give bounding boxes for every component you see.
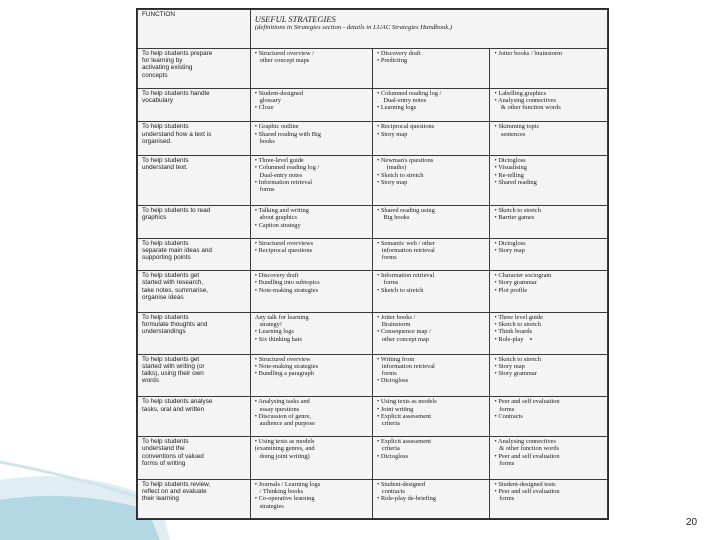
strategy-cell-2: • Student-designed contracts • Role-play de-briefing <box>372 479 490 518</box>
strategy-cell-3: • Sketch to stretch • Barrier games <box>490 205 608 238</box>
strategy-cell-1: • Student-designed glossary • Cloze <box>250 88 372 122</box>
function-cell: To help students understand how a text is organised. <box>138 122 251 156</box>
table-row <box>138 48 608 88</box>
strategies-table <box>137 9 608 519</box>
strategies-header <box>250 10 607 49</box>
table-row <box>138 205 608 238</box>
strategy-cell-2: • Explicit assessment criteria • Dictogloss <box>372 436 490 479</box>
strategy-cell-3 <box>490 312 608 354</box>
table-row <box>138 479 608 518</box>
strategy-cell-2: • Jotter books / Brainstorm • Consequence map / other concept map <box>372 312 490 354</box>
strategy-cell-3: • Analysing connectives & other function words • Peer and self evaluation forms <box>490 436 608 479</box>
strategy-cell-1: • Discovery draft • Bundling into subtopics • Note-making strategies <box>250 271 372 313</box>
table-row <box>138 122 608 156</box>
strategy-cell-3: • Sketch to stretch • Story map • Story grammar <box>490 354 608 397</box>
function-cell: To help students review, reflect on and evaluate their learning <box>138 479 251 518</box>
table-row <box>138 436 608 479</box>
strategy-cell-1: • Talking and writing about graphics • Caption strategy <box>250 205 372 238</box>
strategy-cell-1: • Structured overviews • Reciprocal questions <box>250 238 372 271</box>
function-cell: To help students get started with writing (or talks), using their own words <box>138 354 251 397</box>
function-cell: To help students analyse tasks, oral and written <box>138 397 251 437</box>
table-row <box>138 238 608 271</box>
function-cell: To help students to read graphics <box>138 205 251 238</box>
strategy-cell-3: • Dictogloss • Visualising • Re-telling • Shared reading <box>490 156 608 206</box>
function-cell: To help students get started with research, take notes, summarise, organise ideas <box>138 271 251 313</box>
header-row <box>138 10 608 49</box>
strategy-cell-3: • Skimming topic sentences <box>490 122 608 156</box>
strategy-cell-1: • Structured overview / other concept maps <box>250 48 372 88</box>
strategy-cell-2: • Discovery draft • Predicting <box>372 48 490 88</box>
function-cell: To help students separate main ideas and supporting points <box>138 238 251 271</box>
table-row <box>138 397 608 437</box>
strategy-cell-2: • Columned reading log / Dual-entry notes • Learning logs <box>372 88 490 122</box>
function-cell: To help students understand the conventions of valued forms of writing <box>138 436 251 479</box>
table-row <box>138 354 608 397</box>
strategy-cell-1: • Graphic outline • Shared reading with Big books <box>250 122 372 156</box>
strategy-cell-2: • Shared reading using Big books <box>372 205 490 238</box>
strategies-title: USEFUL STRATEGIES <box>254 14 336 24</box>
strategy-cell-3: • Labelling graphics • Analysing connectives & other function words <box>490 88 608 122</box>
strategy-cell-2: • Information retrieval forms • Sketch to stretch <box>372 271 490 313</box>
strategy-cell-1: Any talk for learning strategy! • Learning logs • Six thinking hats <box>250 312 372 354</box>
strategy-cell-1: • Analysing tasks and essay questions • Discussion of genre, audience and purpose <box>250 397 372 437</box>
strategy-cell-3: • Character sociogram • Story grammar • Plot profile <box>490 271 608 313</box>
strategy-cell-1: • Structured overview • Note-making strategies • Bundling a paragraph <box>250 354 372 397</box>
strategy-cell-1: • Three-level guide • Columned reading log / Dual-entry notes • Information retrieval forms <box>250 156 372 206</box>
function-cell: To help students prepare for learning by activating existing concepts <box>138 48 251 88</box>
strategy-cell-2: • Using texts as models • Joint writing • Explicit assessment criteria <box>372 397 490 437</box>
strategy-cell-3-text: • Three level guide • Sketch to stretch • Think boards • Role-play <box>494 313 543 343</box>
function-cell: To help students understand text. <box>138 156 251 206</box>
strategies-subtitle: (definitions in Strategies section - details in LUAC Strategies Handbook.) <box>254 24 453 31</box>
table-row <box>138 88 608 122</box>
ink-mark <box>530 338 532 340</box>
function-header: FUNCTION <box>138 10 251 49</box>
function-cell: To help students handle vocabulary <box>138 88 251 122</box>
strategy-cell-2: • Reciprocal questions • Story map <box>372 122 490 156</box>
strategy-cell-1: • Using texts as models (examining genres, and doing joint writing) <box>250 436 372 479</box>
strategy-cell-2: • Writing from information retrieval forms • Dictogloss <box>372 354 490 397</box>
strategy-cell-3: • Jotter books / brainstorm <box>490 48 608 88</box>
table-row <box>138 156 608 206</box>
strategy-cell-3: • Dictogloss • Story map <box>490 238 608 271</box>
page-number: 20 <box>686 517 698 528</box>
strategy-cell-1: • Journals / Learning logs / Thinking books • Co-operative learning strategies <box>250 479 372 518</box>
function-cell: To help students formulate thoughts and understandings <box>138 312 251 354</box>
strategy-cell-3: • Student-designed tests • Peer and self evaluation forms <box>490 479 608 518</box>
strategy-cell-2: • Semantic web / other information retrieval forms <box>372 238 490 271</box>
table-row <box>138 271 608 313</box>
strategies-document <box>136 8 609 520</box>
strategy-cell-3: • Peer and self evaluation forms • Contracts <box>490 397 608 437</box>
strategy-cell-2: • Newman's questions (maths) • Sketch to stretch • Story map <box>372 156 490 206</box>
table-row <box>138 312 608 354</box>
